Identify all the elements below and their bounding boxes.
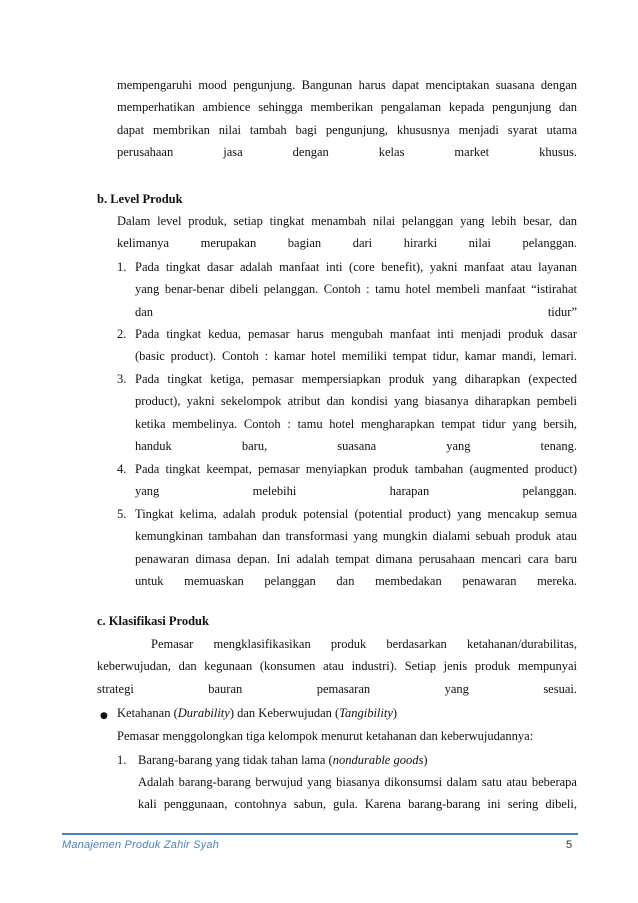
intro-line: memperhatikan ambience sehingga memberikan pengalaman kepada pengunjung dan xyxy=(117,100,577,115)
bullet-emphasis: Durability xyxy=(177,706,230,720)
list-number: 2. xyxy=(117,327,127,341)
list-item xyxy=(135,368,577,457)
subitem-body xyxy=(138,771,577,816)
list-item-line: handuk baru, suasana yang tenang. xyxy=(135,438,577,453)
intro-line: perusahaan jasa dengan kelas market khusus. xyxy=(117,144,577,159)
section-c-heading: c. Klasifikasi Produk xyxy=(97,614,209,628)
footer-title: Manajemen Produk Zahir Syah xyxy=(62,839,220,851)
list-item-line: (basic product). Contoh : kamar hotel memiliki tempat tidur, kamar mandi, lemari. xyxy=(135,349,577,364)
bullet-icon: ● xyxy=(100,711,108,721)
list-item-line: untuk memuaskan pelanggan dan membedakan penawaran mereka. xyxy=(135,573,577,588)
list-item-line: yang melebihi harapan pelanggan. xyxy=(135,484,577,499)
subitem-title-text: Barang-barang yang tidak tahan lama ( xyxy=(138,753,333,767)
section-b-intro-line: Dalam level produk, setiap tingkat menambah nilai pelanggan yang lebih besar, dan xyxy=(117,214,577,228)
bullet-text: ) xyxy=(392,706,398,720)
bullet-emphasis: Tangibility xyxy=(339,706,393,720)
section-c-line: strategi bauran pemasaran yang sesuai. xyxy=(97,681,577,696)
list-item-line: Pada tingkat ketiga, pemasar mempersiapkan produk yang diharapkan (expected xyxy=(135,372,577,386)
footer-divider xyxy=(62,833,578,835)
list-item-line: kemungkinan tambahan dan transformasi yang mungkin dialami sebuah produk atau xyxy=(135,529,577,544)
section-b-intro xyxy=(117,210,577,255)
list-item-line: dan tidur” xyxy=(135,304,577,319)
intro-line: mempengaruhi mood pengunjung. Bangunan harus dapat menciptakan suasana dengan xyxy=(117,78,577,92)
section-b-heading: b. Level Produk xyxy=(97,192,183,206)
section-b-intro-line: kelimanya merupakan bagian dari hirarki nilai pelanggan. xyxy=(117,236,577,251)
bullet-text: ) dan Keberwujudan ( xyxy=(229,706,340,720)
list-item-line: Pada tingkat kedua, pemasar harus mengubah manfaat inti menjadi produk dasar xyxy=(135,327,577,341)
list-item-line: product), yakni sekelompok atribut dan kondisi yang biasanya diharapkan pembeli xyxy=(135,394,577,409)
list-number: 3. xyxy=(117,372,127,386)
bullet-text: Ketahanan ( xyxy=(117,706,178,720)
list-item xyxy=(135,458,577,503)
section-c-line: Pemasar mengklasifikasikan produk berdasarkan ketahanan/durabilitas, xyxy=(151,637,577,651)
bullet-subtext: Pemasar menggolongkan tiga kelompok menurut ketahanan dan keberwujudannya: xyxy=(117,729,534,743)
list-number: 1. xyxy=(117,753,127,767)
list-item-line: yang benar-benar dibeli pelanggan. Contoh : tamu hotel membeli manfaat “istirahat xyxy=(135,282,577,297)
subitem-title-text: ) xyxy=(423,753,428,767)
list-item-line: Pada tingkat keempat, pemasar menyiapkan produk tambahan (augmented product) xyxy=(135,462,577,476)
section-c-paragraph xyxy=(97,633,577,700)
list-number: 1. xyxy=(117,260,127,274)
list-number: 4. xyxy=(117,462,127,476)
list-number: 5. xyxy=(117,507,127,521)
page-number: 5 xyxy=(566,839,573,851)
list-item xyxy=(135,256,577,323)
subitem-line: Adalah barang-barang berwujud yang biasanya dikonsumsi dalam satu atau beberapa xyxy=(138,775,577,789)
list-item-line: ketika membelinya. Contoh : tamu hotel mengharapkan tempat tidur yang bersih, xyxy=(135,416,577,431)
list-item-line: Tingkat kelima, adalah produk potensial (potential product) yang mencakup semua xyxy=(135,507,577,521)
subitem-title xyxy=(138,753,428,768)
subitem-line: kali penggunaan, contohnya sabun, gula. Karena barang-barang ini sering dibeli, xyxy=(138,797,577,812)
intro-paragraph xyxy=(117,74,577,163)
intro-line: dapat membrikan nilai tambah bagi pengunjung, khususnya menjadi syarat utama xyxy=(117,122,577,137)
list-item xyxy=(135,503,577,592)
bullet-item xyxy=(117,706,397,721)
list-item-line: penawaran dimasa depan. Ini adalah tempat dimana perusahaan mencari cara baru xyxy=(135,551,577,566)
subitem-title-emphasis: nondurable goods xyxy=(332,753,424,767)
list-item-line: Pada tingkat dasar adalah manfaat inti (core benefit), yakni manfaat atau layanan xyxy=(135,260,577,274)
list-item xyxy=(135,323,577,368)
section-c-line: keberwujudan, dan kegunaan (konsumen atau industri). Setiap jenis produk mempunyai xyxy=(97,659,577,674)
